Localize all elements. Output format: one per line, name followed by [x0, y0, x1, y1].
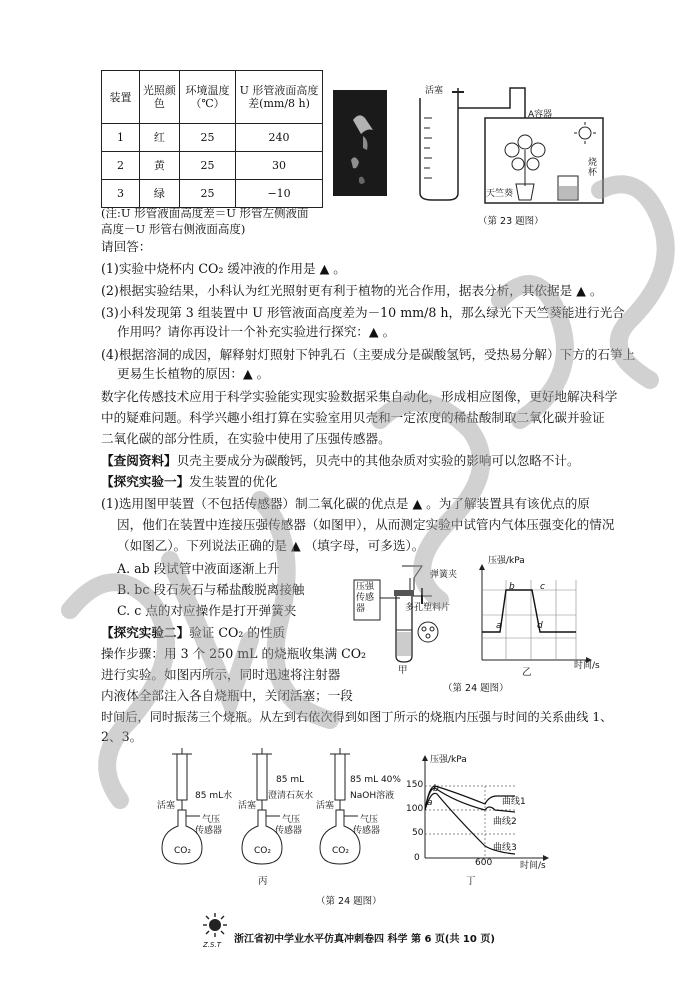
- spring-clip-label: 弹簧夹: [430, 570, 458, 580]
- q24-intro-line2: 中的疑难问题。科学兴趣小组打算在实验室用贝壳和一定浓度的稀盐酸制取二氧化碳并验证: [101, 410, 605, 425]
- experiment1-text: 发生装置的优化: [189, 474, 278, 489]
- q23-part2: (2)根据实验结果，小科认为红光照射更有利于植物的光合作用，据表分析，其依据是 ▲ 。: [101, 283, 603, 298]
- table-note-line2: 高度－U 形管右侧液面高度): [101, 222, 246, 236]
- flask1-liquid: 85 mL水: [195, 791, 233, 801]
- page-footer: 浙江省初中学业水平仿真冲刺卷四 科学 第 6 页(共 10 页): [234, 934, 495, 945]
- container-label: A容器: [528, 110, 553, 120]
- table-cell: −10: [236, 180, 323, 208]
- fig-yi-graph: [476, 560, 596, 668]
- yi-ylabel: 压强/kPa: [488, 556, 525, 566]
- q23-part4-line2: 更易生长植物的原因：▲ 。: [117, 366, 270, 381]
- table-cell: 2: [102, 152, 140, 180]
- flask3-sensor-1: 气压: [360, 815, 379, 825]
- fig-ding-caption: 丁: [466, 876, 476, 887]
- q23-part3-line2: 作用吗？请你再设计一个补充实验进行探究：▲ 。: [117, 324, 396, 339]
- ding-ytick-0: 0: [414, 853, 420, 863]
- table-header-cell: 光照颜色: [139, 71, 179, 124]
- flask2-liquid-1: 85 mL: [276, 775, 305, 785]
- table-cell: 30: [236, 152, 323, 180]
- table-cell: 25: [179, 180, 235, 208]
- yi-point-c: c: [540, 582, 545, 592]
- question-prompt: 请回答：: [101, 239, 152, 254]
- fig24-caption-top: （第 24 题图）: [443, 683, 509, 694]
- table-header-cell: 环境温度（℃）: [179, 71, 235, 124]
- flask2-sensor-2: 传感器: [275, 826, 303, 836]
- option-b: B. bc 段石灰石与稀盐酸脱离接触: [117, 582, 305, 597]
- flask1-sensor-1: 气压: [202, 815, 221, 825]
- experiment2-heading: [101, 624, 285, 642]
- e1-line3: （如图乙）。下列说法正确的是 ▲ （填字母，可多选）。: [117, 538, 425, 553]
- e1-line2: 因，他们在装置中连接压强传感器（如图甲），从而测定实验中试管内气体压强变化的情况: [117, 517, 615, 532]
- yi-point-d: d: [537, 621, 543, 631]
- table-cell: 黄: [139, 152, 179, 180]
- table-row: [102, 152, 323, 180]
- q24-intro-line3: 二氧化碳的部分性质，在实验中使用了压强传感器。: [101, 431, 391, 446]
- fig-jia-caption: 甲: [398, 665, 408, 676]
- steps-line4: 时间后，同时振荡三个烧瓶。从左到右依次得到如图丁所示的烧瓶内压强与时间的关系曲线 1、: [101, 710, 613, 724]
- reference-paragraph: [101, 452, 580, 470]
- flask1-sensor-2: 传感器: [195, 826, 223, 836]
- flask3-liquid-1: 85 mL 40%: [350, 775, 401, 785]
- flask2-gas: CO₂: [254, 846, 271, 856]
- yi-point-b: b: [509, 582, 515, 592]
- table-cell: 25: [179, 152, 235, 180]
- flask2-liquid-2: 澄清石灰水: [268, 791, 314, 801]
- option-a: A. ab 段试管中液面逐渐上升: [117, 561, 280, 576]
- flask3-sensor-2: 传感器: [353, 826, 381, 836]
- ding-ytick-150: 150: [406, 780, 424, 790]
- flask3-gas: CO₂: [332, 846, 349, 856]
- experiment2-title: 【探究实验二】: [101, 625, 190, 640]
- table-header-cell: 装置: [102, 71, 140, 124]
- table-header-row: [102, 71, 323, 124]
- q23-part3-line1: (3)小科发现第 3 组装置中 U 形管液面高度差为－10 mm/8 h，那么绿光下天竺葵能进行光合: [101, 305, 625, 320]
- table-header-cell: U 形管液面高度差(mm/8 h): [236, 71, 323, 124]
- plant-label: 天竺葵: [486, 189, 514, 199]
- fig-bing-caption: 丙: [258, 876, 268, 887]
- ding-ytick-100: 100: [406, 804, 424, 814]
- ding-ytick-50: 50: [412, 828, 424, 838]
- flask3-liquid-2: NaOH溶液: [350, 791, 395, 801]
- table-note-line1: (注:U 形管液面高度差＝U 形管左侧液面: [101, 206, 309, 220]
- fig23-caption: （第 23 题图）: [478, 216, 544, 227]
- q23-part1: (1)实验中烧杯内 CO₂ 缓冲液的作用是 ▲ 。: [101, 261, 346, 276]
- fig-yi-caption: 乙: [522, 667, 532, 678]
- reference-text: 贝壳主要成分为碳酸钙，贝壳中的其他杂质对实验的影响可以忽略不计。: [176, 453, 580, 468]
- q23-part4-line1: (4)根据溶洞的成因，解释射灯照射下钟乳石（主要成分是碳酸氢钙，受热易分解）下方的石笋上: [101, 347, 636, 362]
- ding-xlabel: 时间/s: [520, 861, 546, 871]
- stalactite-photo: [333, 90, 387, 196]
- flask3-valve-label: 活塞: [316, 801, 335, 811]
- fig24-caption-bottom: （第 24 题图）: [316, 896, 382, 907]
- ding-point-a: a: [427, 798, 433, 808]
- flask2-valve-label: 活塞: [238, 801, 257, 811]
- q24-intro-line1: 数字化传感技术应用于科学实验能实现实验数据采集自动化，形成相应图像，更好地解决科学: [101, 389, 618, 404]
- ding-curve3-label: 曲线3: [493, 843, 517, 853]
- table-cell: 红: [139, 124, 179, 152]
- perforated-plate-label: 多孔塑料片: [405, 603, 451, 613]
- ding-curve1-label: 曲线1: [502, 797, 526, 807]
- fig-ding-graph: [405, 752, 555, 867]
- table-cell: 25: [179, 124, 235, 152]
- ding-curve2-label: 曲线2: [493, 817, 517, 827]
- steps-line5: 2、3。: [101, 729, 143, 744]
- beaker-label: 烧杯: [588, 158, 598, 178]
- table-row: [102, 124, 323, 152]
- reference-title: 【查阅资料】: [101, 453, 177, 468]
- steps-line1: 操作步骤：用 3 个 250 mL 的烧瓶收集满 CO₂: [101, 646, 367, 661]
- table-cell: 240: [236, 124, 323, 152]
- flask1-gas: CO₂: [174, 846, 191, 856]
- valve-label: 活塞: [425, 86, 444, 96]
- ding-ylabel: 压强/kPa: [430, 755, 467, 765]
- steps-line2: 进行实验。如图丙所示，同时迅速将注射器: [101, 667, 341, 682]
- experiment1-heading: [101, 473, 277, 491]
- table-cell: 1: [102, 124, 140, 152]
- table-cell: 3: [102, 180, 140, 208]
- light-color-table: [101, 70, 323, 208]
- flask1-valve-label: 活塞: [157, 801, 176, 811]
- table-cell: 绿: [139, 180, 179, 208]
- yi-point-a: a: [496, 621, 502, 631]
- e1-line1: (1)选用图甲装置（不包括传感器）制二氧化碳的优点是 ▲ 。为了解装置具有该优点的原: [101, 496, 590, 511]
- experiment2-text: 验证 CO₂ 的性质: [189, 625, 286, 640]
- yi-xlabel: 时间/s: [574, 661, 600, 671]
- experiment1-title: 【探究实验一】: [101, 474, 190, 489]
- pressure-sensor-label: 压强传感器: [356, 582, 375, 614]
- flask2-sensor-1: 气压: [282, 815, 301, 825]
- ding-point-b: b: [433, 784, 439, 794]
- publisher-logo-text: Z.S.T: [203, 941, 221, 949]
- steps-line3: 内液体全部注入各自烧瓶中，关闭活塞；一段: [101, 688, 353, 703]
- ding-xtick-600: 600: [475, 858, 493, 868]
- option-c: C. c 点的对应操作是打开弹簧夹: [117, 603, 297, 618]
